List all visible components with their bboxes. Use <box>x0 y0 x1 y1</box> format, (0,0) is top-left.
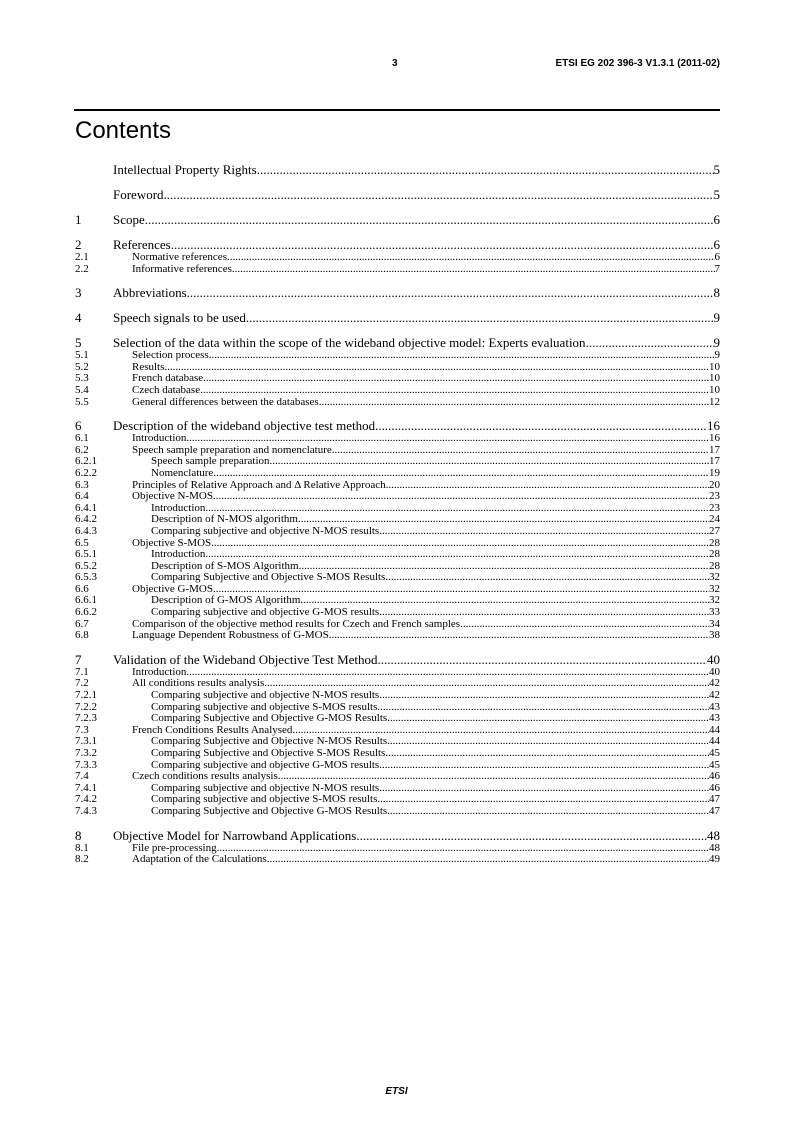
toc-entry-title[interactable]: Speech signals to be used <box>113 310 246 326</box>
toc-entry-page: 16 <box>707 418 720 434</box>
toc-entry-title[interactable]: Language Dependent Robustness of G-MOS <box>132 629 329 642</box>
toc-dot-leader <box>213 468 709 480</box>
toc-entry-page: 8 <box>713 285 720 301</box>
toc-entry-number: 7.4.1 <box>75 781 97 794</box>
toc-entry[interactable] <box>75 526 720 538</box>
toc-entry-title[interactable]: Objective Model for Narrowband Applications <box>113 827 357 843</box>
toc-dot-leader <box>329 630 709 642</box>
toc-entry-number: 6.2 <box>75 443 89 456</box>
toc-entry-number: 5.1 <box>75 349 89 362</box>
toc-entry[interactable] <box>75 854 720 866</box>
toc-entry-page: 28 <box>709 559 720 572</box>
header-rule <box>74 109 720 111</box>
toc-dot-leader <box>257 162 714 177</box>
toc-entry[interactable] <box>75 162 720 177</box>
toc-entry-page: 7 <box>714 262 720 275</box>
table-of-contents <box>75 162 720 866</box>
toc-entry-title[interactable]: Comparing subjective and objective N-MOS results <box>151 781 380 794</box>
footer-publisher: ETSI <box>385 1086 408 1097</box>
toc-entry-title[interactable]: Introduction <box>132 432 187 445</box>
toc-entry-number: 7.3.3 <box>75 758 97 771</box>
toc-entry-title[interactable]: Description of N-MOS algorithm <box>151 513 298 526</box>
toc-entry-page: 19 <box>709 466 720 479</box>
toc-entry-number: 6 <box>75 418 82 434</box>
toc-entry-title[interactable]: Comparing subjective and objective S-MOS results <box>151 793 378 806</box>
toc-entry-number: 6.3 <box>75 478 89 491</box>
toc-dot-leader <box>203 373 709 385</box>
toc-entry-title[interactable]: All conditions results analysis <box>132 677 265 690</box>
toc-entry[interactable] <box>75 385 720 397</box>
toc-entry-number: 6.8 <box>75 629 89 642</box>
toc-entry-title[interactable]: Description of G-MOS Algorithm <box>151 594 301 607</box>
toc-entry[interactable] <box>75 690 720 702</box>
toc-entry-number: 7.4.2 <box>75 793 97 806</box>
toc-entry-page: 43 <box>709 700 720 713</box>
toc-entry-number: 6.2.1 <box>75 455 97 468</box>
toc-entry-title[interactable]: Comparing Subjective and Objective S-MOS Results <box>151 747 386 759</box>
toc-entry-number: 2 <box>75 237 82 252</box>
toc-entry-page: 42 <box>709 677 720 690</box>
toc-entry-title[interactable]: Introduction <box>151 501 206 514</box>
toc-dot-leader <box>217 843 709 855</box>
toc-entry-page: 28 <box>709 548 720 561</box>
toc-entry-number: 2.2 <box>75 262 89 275</box>
toc-entry[interactable] <box>75 630 720 642</box>
toc-entry-number: 7.2.1 <box>75 689 97 702</box>
toc-entry-number: 8.1 <box>75 841 89 854</box>
toc-dot-leader <box>379 760 709 772</box>
toc-dot-leader <box>379 526 709 538</box>
toc-entry-page: 32 <box>709 571 720 584</box>
toc-dot-leader <box>377 794 709 806</box>
toc-entry-page: 42 <box>709 689 720 702</box>
toc-entry-number: 4 <box>75 310 82 326</box>
toc-dot-leader <box>205 549 709 561</box>
toc-entry-number: 6.5.3 <box>75 571 97 584</box>
toc-entry-number: 7.1 <box>75 665 89 678</box>
toc-entry-page: 33 <box>709 606 720 619</box>
toc-entry-number: 5.5 <box>75 395 89 408</box>
toc-dot-leader <box>164 362 709 374</box>
toc-entry-title[interactable]: Abbreviations <box>113 285 187 301</box>
toc-dot-leader <box>319 397 709 409</box>
toc-entry-number: 5.3 <box>75 372 89 385</box>
toc-entry[interactable] <box>75 806 720 818</box>
toc-entry-page: 32 <box>709 582 720 595</box>
toc-dot-leader <box>213 491 709 503</box>
toc-dot-leader <box>332 445 709 457</box>
toc-entry-title[interactable]: Comparing Subjective and Objective N-MOS Results <box>151 735 388 748</box>
toc-entry-page: 45 <box>709 747 720 759</box>
toc-dot-leader <box>385 572 709 584</box>
toc-entry-title[interactable]: Scope <box>113 212 145 227</box>
toc-entry[interactable] <box>75 748 720 760</box>
toc-entry-title[interactable]: Validation of the Wideband Objective Test Method <box>113 651 378 667</box>
toc-entry-page: 40 <box>707 651 720 667</box>
toc-dot-leader <box>460 619 709 631</box>
toc-entry-title[interactable]: Comparison of the objective method results for Czech and French samples <box>132 617 461 630</box>
toc-entry-title[interactable]: Speech sample preparation and nomenclature <box>132 443 332 456</box>
toc-entry-page: 45 <box>709 758 720 771</box>
toc-dot-leader <box>171 237 714 252</box>
toc-entry[interactable] <box>75 418 720 433</box>
toc-entry-number: 3 <box>75 285 82 301</box>
toc-entry[interactable] <box>75 607 720 619</box>
toc-entry-title[interactable]: Introduction <box>151 548 206 561</box>
toc-entry-number: 7.3 <box>75 723 89 736</box>
toc-entry-page: 44 <box>709 735 720 748</box>
toc-dot-leader <box>379 690 709 702</box>
toc-entry-number: 7.2.2 <box>75 700 97 713</box>
toc-entry-title[interactable]: French Conditions Results Analysed <box>132 723 293 736</box>
toc-entry[interactable] <box>75 491 720 503</box>
toc-entry-number: 7.2.3 <box>75 712 97 725</box>
toc-entry[interactable] <box>75 264 720 276</box>
toc-entry-number: 8.2 <box>75 853 89 866</box>
toc-entry-page: 32 <box>709 594 720 607</box>
toc-entry[interactable] <box>75 212 720 227</box>
toc-entry-title[interactable]: Results <box>132 360 165 373</box>
toc-entry-number: 6.5.1 <box>75 548 97 561</box>
toc-entry-page: 17 <box>709 455 720 468</box>
toc-entry-title[interactable]: Czech conditions results analysis <box>132 770 278 783</box>
toc-entry[interactable] <box>75 433 720 445</box>
toc-entry-title[interactable]: Introduction <box>132 665 187 678</box>
toc-dot-leader <box>379 607 709 619</box>
toc-entry[interactable] <box>75 468 720 480</box>
toc-entry-title[interactable]: Comparing subjective and objective N-MOS results <box>151 524 380 537</box>
toc-entry-page: 48 <box>709 841 720 854</box>
toc-entry-title[interactable]: General differences between the databases <box>132 395 319 408</box>
toc-dot-leader <box>211 538 709 550</box>
toc-entry-page: 27 <box>709 524 720 537</box>
toc-entry-title[interactable]: References <box>113 237 171 252</box>
toc-entry-page: 49 <box>709 853 720 866</box>
toc-entry-title[interactable]: File pre-processing <box>132 841 217 854</box>
toc-entry-number: 2.1 <box>75 251 89 263</box>
toc-entry[interactable] <box>75 828 720 843</box>
toc-entry-page: 10 <box>709 383 720 396</box>
toc-entry-title[interactable]: Comparing subjective and objective G-MOS results <box>151 606 380 619</box>
toc-entry-title[interactable]: Informative references <box>132 262 232 275</box>
toc-dot-leader <box>227 252 715 264</box>
toc-dot-leader <box>187 285 714 300</box>
toc-entry-number: 7.3.2 <box>75 747 97 759</box>
toc-dot-leader <box>378 652 707 667</box>
toc-entry[interactable] <box>75 652 720 667</box>
toc-dot-leader <box>356 828 707 843</box>
toc-entry-page: 12 <box>709 395 720 408</box>
toc-entry-title[interactable]: Intellectual Property Rights <box>113 162 257 177</box>
toc-entry-page: 6 <box>713 212 720 227</box>
toc-entry-page: 10 <box>709 360 720 373</box>
toc-dot-leader <box>387 736 709 748</box>
toc-entry-number: 5.4 <box>75 383 89 396</box>
toc-entry-page: 9 <box>713 310 720 326</box>
toc-dot-leader <box>387 713 709 725</box>
toc-dot-leader <box>377 702 709 714</box>
toc-entry-page: 17 <box>709 443 720 456</box>
toc-entry-number: 1 <box>75 212 82 227</box>
toc-entry-number: 6.7 <box>75 617 89 630</box>
toc-dot-leader <box>586 335 714 350</box>
toc-entry-title[interactable]: Selection of the data within the scope of the wideband objective model: Experts evaluation <box>113 335 586 351</box>
toc-entry-title[interactable]: Objective S-MOS <box>132 536 212 549</box>
toc-entry-number: 7.4.3 <box>75 804 97 817</box>
toc-dot-leader <box>232 264 715 276</box>
toc-entry-number: 6.5.2 <box>75 559 97 572</box>
toc-entry-number: 6.6.2 <box>75 606 97 619</box>
toc-entry-number: 7.4 <box>75 770 89 783</box>
toc-entry-page: 5 <box>713 162 720 177</box>
toc-entry-title[interactable]: Comparing subjective and objective S-MOS results <box>151 700 378 713</box>
page-number: 3 <box>392 58 398 69</box>
page-title: Contents <box>75 117 172 144</box>
toc-entry-page: 38 <box>709 629 720 642</box>
document-reference: ETSI EG 202 396-3 V1.3.1 (2011-02) <box>555 58 720 69</box>
toc-entry-number: 6.4.2 <box>75 513 97 526</box>
toc-entry[interactable] <box>75 252 720 264</box>
toc-entry-number: 7.2 <box>75 677 89 690</box>
toc-entry[interactable] <box>75 397 720 409</box>
toc-entry-page: 34 <box>709 617 720 630</box>
toc-entry-number: 6.1 <box>75 432 89 445</box>
toc-entry-title[interactable]: Selection process <box>132 349 209 362</box>
toc-entry-page: 16 <box>709 432 720 445</box>
toc-entry-page: 6 <box>714 251 720 263</box>
toc-entry-number: 6.2.2 <box>75 466 97 479</box>
toc-entry-page: 40 <box>709 665 720 678</box>
toc-entry-number: 6.4.1 <box>75 501 97 514</box>
toc-entry[interactable] <box>75 187 720 202</box>
toc-entry[interactable] <box>75 335 720 350</box>
toc-entry-page: 20 <box>709 478 720 491</box>
toc-entry[interactable] <box>75 350 720 362</box>
toc-entry[interactable] <box>75 285 720 300</box>
toc-entry-title[interactable]: Description of S-MOS Algorithm <box>151 559 299 572</box>
toc-dot-leader <box>375 418 707 433</box>
toc-dot-leader <box>385 748 709 760</box>
toc-entry[interactable] <box>75 549 720 561</box>
toc-entry-page: 23 <box>709 501 720 514</box>
toc-entry-title[interactable]: Comparing subjective and objective N-MOS results <box>151 689 380 702</box>
toc-entry-title[interactable]: Objective G-MOS <box>132 582 213 595</box>
toc-entry-page: 48 <box>707 827 720 843</box>
toc-dot-leader <box>386 480 709 492</box>
toc-dot-leader <box>387 806 709 818</box>
toc-entry-page: 47 <box>709 804 720 817</box>
toc-entry-title[interactable]: Adaptation of the Calculations <box>132 853 267 866</box>
toc-dot-leader <box>186 667 709 679</box>
toc-dot-leader <box>246 310 714 325</box>
toc-entry-title[interactable]: Objective N-MOS <box>132 490 213 503</box>
toc-entry-number: 6.4.3 <box>75 524 97 537</box>
toc-entry-title[interactable]: Normative references <box>132 251 227 263</box>
toc-entry-page: 24 <box>709 513 720 526</box>
toc-entry-number: 6.6 <box>75 582 89 595</box>
toc-entry-page: 43 <box>709 712 720 725</box>
toc-dot-leader <box>270 456 709 468</box>
toc-entry-title[interactable]: French database <box>132 372 204 385</box>
toc-entry-page: 46 <box>709 770 720 783</box>
toc-entry-number: 7.3.1 <box>75 735 97 748</box>
toc-dot-leader <box>209 350 715 362</box>
toc-entry-title[interactable]: Principles of Relative Approach and Δ Relative Approach <box>132 478 386 491</box>
toc-entry-number: 6.5 <box>75 536 89 549</box>
toc-entry[interactable] <box>75 310 720 325</box>
toc-entry-title[interactable]: Czech database <box>132 383 201 396</box>
toc-entry[interactable] <box>75 237 720 252</box>
toc-entry-page: 5 <box>713 187 720 202</box>
toc-entry-page: 9 <box>713 335 720 351</box>
toc-entry-page: 9 <box>714 349 720 362</box>
toc-entry-title[interactable]: Nomenclature <box>151 466 214 479</box>
toc-entry-title[interactable]: Comparing Subjective and Objective G-MOS Results <box>151 804 388 817</box>
toc-entry-page: 6 <box>713 237 720 252</box>
toc-dot-leader <box>200 385 709 397</box>
toc-dot-leader <box>145 212 714 227</box>
toc-entry-page: 46 <box>709 781 720 794</box>
toc-entry-title[interactable]: Comparing subjective and objective G-MOS results <box>151 758 380 771</box>
toc-dot-leader <box>164 187 714 202</box>
toc-dot-leader <box>186 433 709 445</box>
toc-entry-title[interactable]: Description of the wideband objective test method <box>113 418 376 434</box>
toc-entry-number: 6.6.1 <box>75 594 97 607</box>
toc-entry-number: 7 <box>75 651 82 667</box>
toc-dot-leader <box>267 854 709 866</box>
toc-entry-title[interactable]: Speech sample preparation <box>151 455 270 468</box>
toc-dot-leader <box>379 783 709 795</box>
toc-entry-page: 23 <box>709 490 720 503</box>
toc-entry-title[interactable]: Comparing Subjective and Objective G-MOS Results <box>151 712 388 725</box>
toc-entry-title[interactable]: Foreword <box>113 187 164 202</box>
toc-entry-number: 5 <box>75 335 82 351</box>
toc-entry-page: 44 <box>709 723 720 736</box>
toc-entry-number: 6.4 <box>75 490 89 503</box>
toc-entry-page: 28 <box>709 536 720 549</box>
toc-entry-title[interactable]: Comparing Subjective and Objective S-MOS Results <box>151 571 386 584</box>
toc-entry-number: 5.2 <box>75 360 89 373</box>
toc-entry-number: 8 <box>75 827 82 843</box>
toc-entry-page: 10 <box>709 372 720 385</box>
toc-entry-page: 47 <box>709 793 720 806</box>
